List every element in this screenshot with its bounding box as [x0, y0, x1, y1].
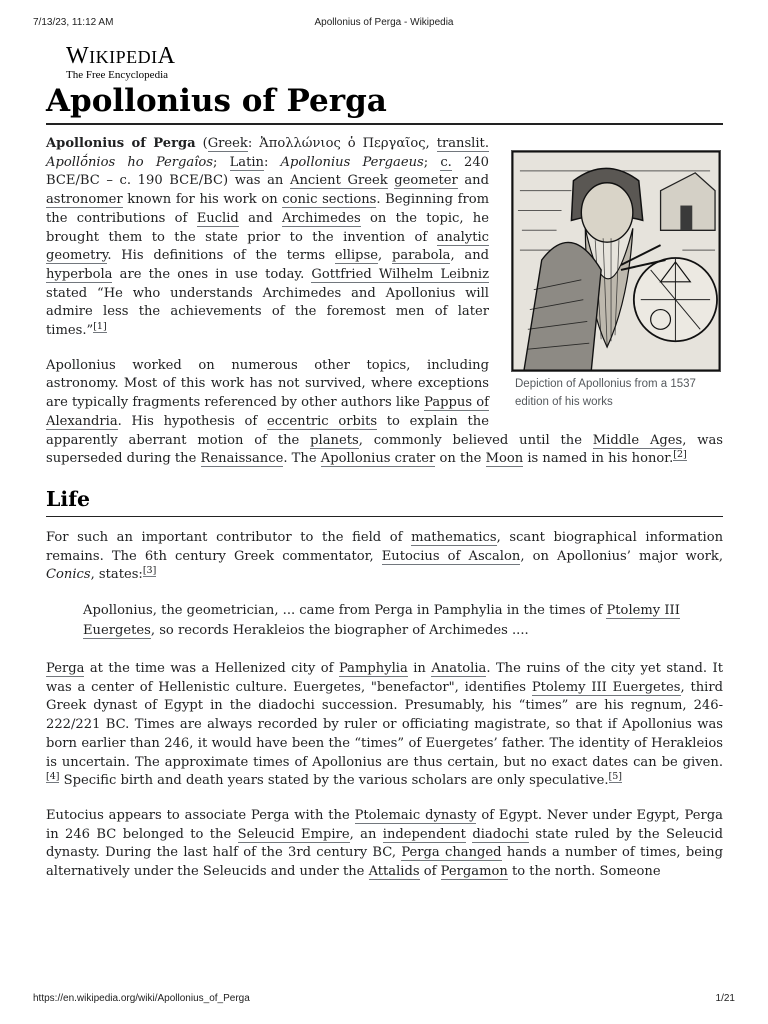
blockquote: Apollonius, the geometrician, ... came from Perga in Pamphylia in the times of Ptolemy III Euergetes, so records Herakleios the biographer of Archimedes .... — [83, 603, 680, 638]
latin-link[interactable]: Latin — [229, 154, 264, 170]
print-datetime: 7/13/23, 11:12 AM — [33, 17, 114, 28]
infobox-caption: Depiction of Apollonius from a 1537 edition of his works — [515, 378, 696, 408]
infobox — [511, 150, 723, 411]
section-heading-life: Life — [46, 485, 723, 517]
greek-link[interactable]: Greek — [207, 136, 248, 151]
lead-subject-name: Apollonius of Perga — [46, 136, 196, 151]
ptolemaic-dynasty-link[interactable]: Ptolemaic dynasty — [354, 807, 477, 823]
parabola-link[interactable]: parabola — [391, 248, 451, 264]
ptolemy-iii-link[interactable]: Ptolemy III Euergetes — [83, 603, 680, 638]
attalids-link[interactable]: Attalids — [368, 864, 420, 880]
planets-link[interactable]: planets — [310, 432, 359, 448]
moon-link[interactable]: Moon — [485, 451, 524, 467]
ancient-greek-link[interactable]: Ancient Greek — [290, 173, 388, 189]
translit-link[interactable]: translit. — [436, 136, 489, 151]
print-page-number: 1/21 — [715, 993, 735, 1004]
ref-5-link[interactable]: [5] — [608, 770, 622, 782]
title-divider — [46, 123, 723, 125]
pappus-link[interactable]: Pappus of Alexandria — [46, 395, 489, 429]
archimedes-link[interactable]: Archimedes — [282, 210, 361, 226]
renaissance-link[interactable]: Renaissance — [200, 451, 284, 467]
pamphylia-link[interactable]: Pamphylia — [338, 661, 408, 677]
ref-2-link[interactable]: [2] — [673, 448, 687, 460]
seleucid-empire-link[interactable]: Seleucid Empire — [237, 826, 350, 842]
conic-sections-link[interactable]: conic sections — [282, 192, 377, 208]
print-footer — [0, 993, 768, 1007]
apollonius-portrait-image[interactable] — [511, 150, 721, 372]
wikipedia-wordmark: WIKIPEDIA — [66, 43, 176, 69]
article-body — [46, 135, 723, 898]
independent-link[interactable]: independent — [382, 826, 466, 842]
print-url: https://en.wikipedia.org/wiki/Apollonius_of_Perga — [33, 993, 250, 1004]
ref-1-link[interactable]: [1] — [93, 320, 107, 332]
print-header — [0, 17, 768, 31]
ref-4-link[interactable]: [4] — [46, 770, 60, 782]
ellipse-link[interactable]: ellipse — [334, 248, 379, 264]
leibniz-link[interactable]: Gottfried Wilhelm Leibniz — [311, 266, 489, 282]
euclid-link[interactable]: Euclid — [196, 210, 239, 226]
lead-paragraph-1: Apollonius of Perga (Greek: Ἀπολλώνιος ὁ Περγαῖος, translit. Apollṓnios ho Pergaîos; Latin: Apollonius Pergaeus; c. 240 BCE/BC – c. 190 BCE/BC) was an Ancient Greek geometer and astronomer known for his work on conic sections. Beginning from the contributions of Euclid and Archimedes on the topic, he brought them to the state prior to the invention of analytic geometry. His definitions of the terms ellipse, parabola, and hyperbola are the ones in use today. Gottfried Wilhelm Leibniz stated “He who understands Archimedes and Apollonius will admire less the achievements of the foremost men of later times.”[1] — [46, 136, 490, 339]
life-paragraph-2: Perga at the time was a Hellenized city of Pamphylia in Anatolia. The ruins of the city yet stand. It was a center of Hellenistic culture. Euergetes, "benefactor", identifies Ptolemy III Euergetes, third Greek dynast of Egypt in the diadochi succession. Presumably, his “times” are his regnum, 246-222/221 BC. Times are always recorded by ruler or officiating magistrate, so that if Apollonius was born earlier than 246, it would have been the “times” of Euergetes’ father. The identity of Herakleios is uncertain. The approximate times of Apollonius are thus certain, but no exact dates can be given.[4] Specific birth and death years stated by the various scholars are only speculative.[5] — [46, 661, 723, 789]
wikipedia-tagline: The Free Encyclopedia — [66, 69, 169, 81]
hyperbola-link[interactable]: hyperbola — [46, 266, 113, 282]
anatolia-link[interactable]: Anatolia — [431, 661, 487, 677]
circa-link[interactable]: c. — [440, 154, 452, 170]
page-title: Apollonius of Perga — [46, 83, 387, 119]
apollonius-crater-link[interactable]: Apollonius crater — [320, 451, 436, 467]
mathematics-link[interactable]: mathematics — [411, 529, 497, 545]
ref-3-link[interactable]: [3] — [142, 565, 157, 576]
diadochi-link[interactable]: diadochi — [472, 826, 529, 842]
life-paragraph-3: Eutocius appears to associate Perga with the Ptolemaic dynasty of Egypt. Never under Egypt, Perga in 246 BC belonged to the Seleucid Empire, an independent diadochi state ruled by the Seleucid dynasty. During the last half of the 3rd century BC, Perga changed hands a number of times, being alternatively under the Seleucids and under the Attalids of Pergamon to the north. Someone — [46, 807, 723, 880]
perga-changed-link[interactable]: Perga changed — [401, 845, 502, 861]
eutocius-link[interactable]: Eutocius of Ascalon — [381, 548, 521, 564]
eccentric-orbits-link[interactable]: eccentric orbits — [266, 413, 378, 429]
analytic-geometry-link[interactable]: analytic geometry — [46, 229, 489, 264]
ptolemy-iii-euergetes-link[interactable]: Ptolemy III Euergetes — [531, 679, 681, 695]
lead-paragraph-2: Apollonius worked on numerous other topics, including astronomy. Most of this work has not survived, where exceptions are typically fragments referenced by other authors like Pappus of Alexandria. His hypothesis of eccentric orbits to explain the apparently aberrant motion of the planets, commonly believed until the Middle Ages, was superseded during the Renaissance. The Apollonius crater on the Moon is named in his honor.[2] — [46, 357, 724, 467]
perga-link[interactable]: Perga — [46, 661, 85, 677]
life-paragraph-1: For such an important contributor to the field of mathematics, scant biographical information remains. The 6th century Greek commentator, Eutocius of Ascalon, on Apollonius’ major work, Conics, states:[3] — [46, 529, 724, 583]
conics-title: Conics — [46, 567, 91, 583]
pergamon-link[interactable]: Pergamon — [440, 864, 508, 880]
print-doc-title: Apollonius of Perga - Wikipedia — [314, 17, 454, 28]
geometer-link[interactable]: geometer — [394, 173, 458, 189]
middle-ages-link[interactable]: Middle Ages — [592, 432, 683, 448]
wikipedia-logo[interactable] — [66, 43, 176, 81]
astronomer-link[interactable]: astronomer — [46, 192, 123, 208]
